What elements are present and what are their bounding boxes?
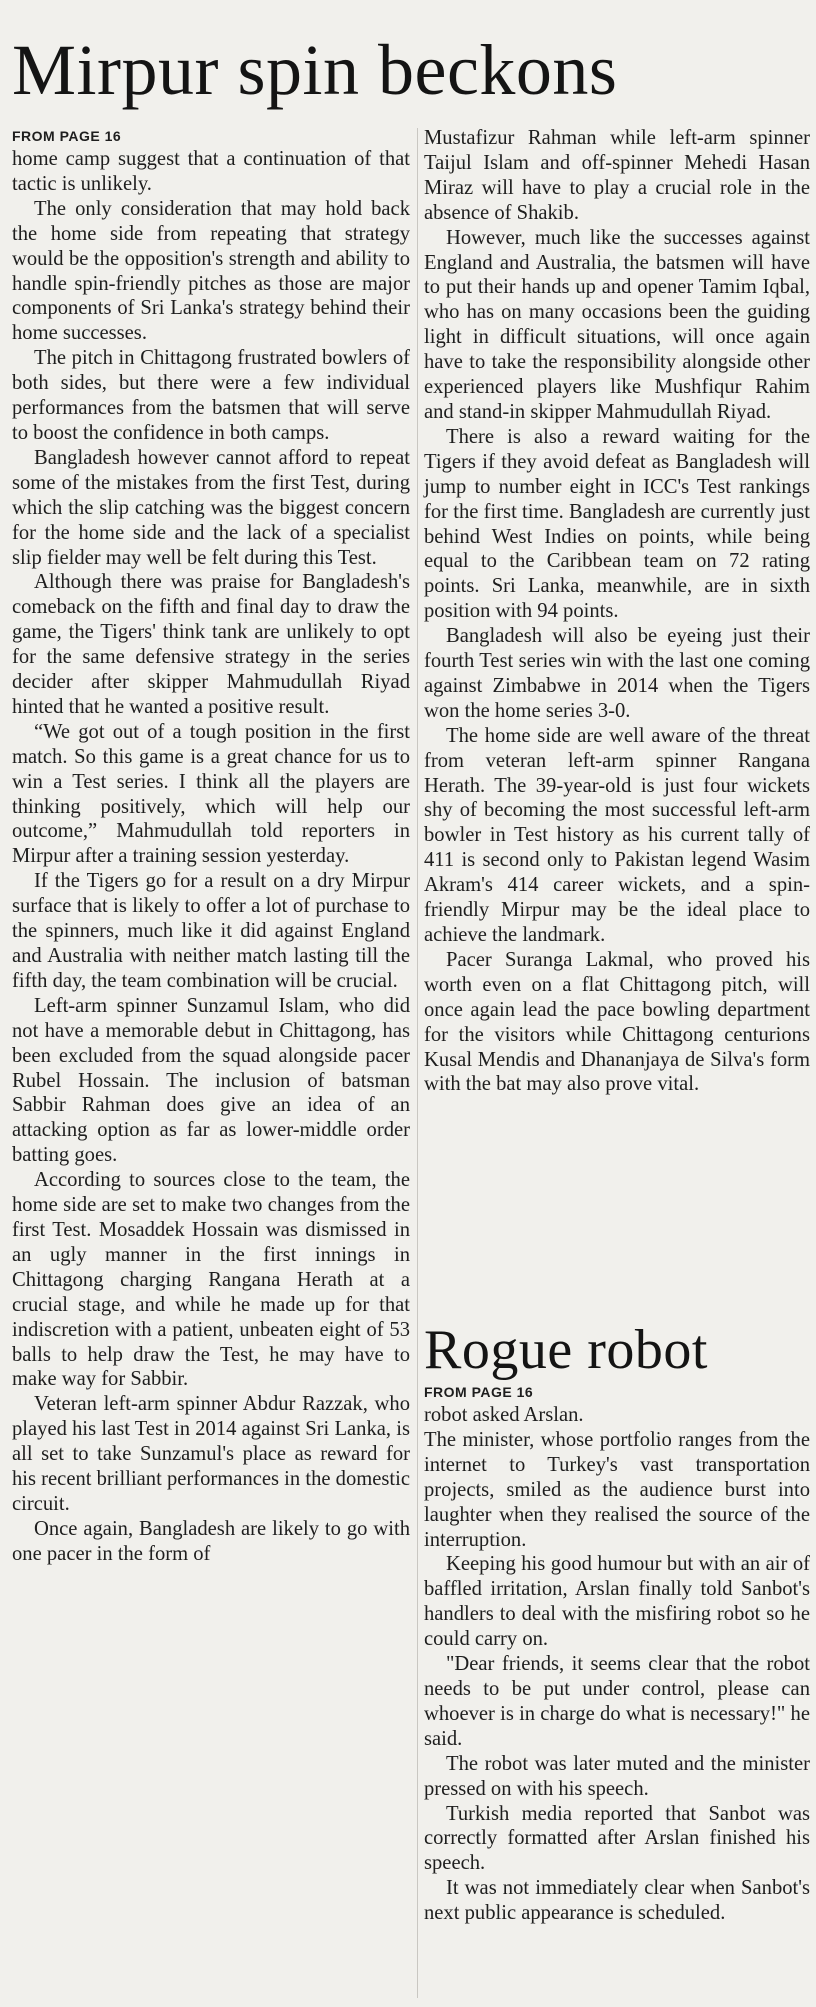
story2-paragraph: "Dear friends, it seems clear that the robot needs to be put under control, please can whoever is in charge do what is necessary!" he said. [424, 1653, 810, 1750]
story1-kicker: FROM PAGE 16 [12, 128, 122, 144]
story1-paragraph: Bangladesh however cannot afford to repeat some of the mistakes from the first Test, during which the slip catching was the biggest concern for the home side and the lack of a specialist slip fielder may well be felt during this Test. [12, 446, 410, 569]
story1-paragraph: If the Tigers go for a result on a dry Mirpur surface that is likely to offer a lot of purchase to the spinners, much like it did against England and Australia with neither match lasting till the fifth day, the team combination will be crucial. [12, 870, 410, 992]
headline-rogue-robot: Rogue robot [424, 1319, 708, 1381]
story1-paragraph: There is also a reward waiting for the Tigers if they avoid defeat as Bangladesh will jump to number eight in ICC's Test rankings for the first time. Bangladesh are currently just behind West Indies on points, while being equal to the Caribbean team on 72 rating points. Sri Lanka, meanwhile, are in sixth position with 94 points. [424, 425, 810, 623]
story1-paragraph: The home side are well aware of the threat from veteran left-arm spinner Rangana Herath. The 39-year-old is just four wickets shy of becoming the most successful left-arm bowler in Test history as his current tally of 411 is second only to Pakistan legend Wasim Akram's 414 career wickets, and a spin-friendly Mirpur may be the ideal place to achieve the landmark. [424, 724, 810, 946]
story2-paragraph: Keeping his good humour but with an air of baffled irritation, Arslan finally told Sanbot's handlers to deal with the misfiring robot so he could carry on. [424, 1553, 810, 1651]
story1-paragraph: Mustafizur Rahman while left-arm spinner Taijul Islam and off-spinner Mehedi Hasan Miraz will have to play a crucial role in the absence of Shakib. [424, 127, 810, 224]
story1-paragraph: The pitch in Chittagong frustrated bowlers of both sides, but there were a few individual performances from the batsmen that will serve to boost the confidence in both camps. [12, 347, 410, 444]
story2-paragraph: The robot was later muted and the minister pressed on with his speech. [424, 1752, 810, 1800]
story1-paragraph: Although there was praise for Bangladesh's comeback on the fifth and final day to draw the game, the Tigers' think tank are unlikely to opt for the same defensive strategy in the series decider after skipper Mahmudullah Riyad hinted that he wanted a positive result. [12, 571, 410, 718]
story1-paragraph: The only consideration that may hold back the home side from repeating that strategy would be the opposition's strength and ability to handle spin-friendly pitches as those are major components of Sri Lanka's strategy behind their home successes. [12, 197, 410, 345]
story1-paragraph: Once again, Bangladesh are likely to go with one pacer in the form of [12, 1517, 410, 1565]
story2-paragraph: robot asked Arslan. [424, 1404, 584, 1426]
story1-left-column [12, 126, 410, 1567]
story2-paragraph: The minister, whose portfolio ranges from the internet to Turkey's vast transportation projects, smiled as the audience burst into laughter when they realised the source of the interruption. [424, 1428, 810, 1551]
story2-paragraph: It was not immediately clear when Sanbot's next public appearance is scheduled. [424, 1877, 810, 1925]
story2-paragraph: Turkish media reported that Sanbot was correctly formatted after Arslan finished his speech. [424, 1802, 810, 1875]
story1-paragraph: Left-arm spinner Sunzamul Islam, who did not have a memorable debut in Chittagong, has been excluded from the squad alongside pacer Rubel Hossain. The inclusion of batsman Sabbir Rahman does give an idea of an attacking option as far as lower-middle order batting goes. [12, 994, 410, 1167]
headline-mirpur-spin-beckons: Mirpur spin beckons [12, 30, 618, 110]
column-divider [417, 128, 418, 1998]
story1-right-column [424, 126, 810, 1097]
story1-paragraph: Bangladesh will also be eyeing just their fourth Test series win with the last one coming against Zimbabwe in 2014 when the Tigers won the home series 3-0. [424, 625, 810, 722]
story1-paragraph: home camp suggest that a continuation of that tactic is unlikely. [12, 148, 410, 195]
story2-column [424, 1382, 810, 1926]
story2-kicker: FROM PAGE 16 [424, 1384, 534, 1400]
story1-paragraph: “We got out of a tough position in the first match. So this game is a great chance for us to win a Test series. I think all the players are thinking positively, which will help our outcome,” Mahmudullah told reporters in Mirpur after a training session yesterday. [12, 720, 410, 868]
story1-paragraph: Pacer Suranga Lakmal, who proved his worth even on a flat Chittagong pitch, will once again lead the pace bowling department for the visitors while Chittagong centurions Kusal Mendis and Dhananjaya de Silva's form with the bat may also prove vital. [424, 948, 810, 1096]
story1-paragraph: Veteran left-arm spinner Abdur Razzak, who played his last Test in 2014 against Sri Lanka, is all set to take Sunzamul's place as reward for his recent brilliant performances in the domestic circuit. [12, 1393, 411, 1515]
story1-paragraph: According to sources close to the team, the home side are set to make two changes from the first Test. Mosaddek Hossain was dismissed in an ugly manner in the first innings in Chittagong charging Rangana Herath at a crucial stage, and while he made up for that indiscretion with a patient, unbeaten eight of 53 balls to help draw the Test, he may have to make way for Sabbir. [12, 1169, 410, 1391]
story1-paragraph: However, much like the successes against England and Australia, the batsmen will have to put their hands up and opener Tamim Iqbal, who has on many occasions been the guiding light in difficult situations, will once again have to take the responsibility alongside other experienced players like Mushfiqur Rahim and stand-in skipper Mahmudullah Riyad. [424, 226, 810, 423]
